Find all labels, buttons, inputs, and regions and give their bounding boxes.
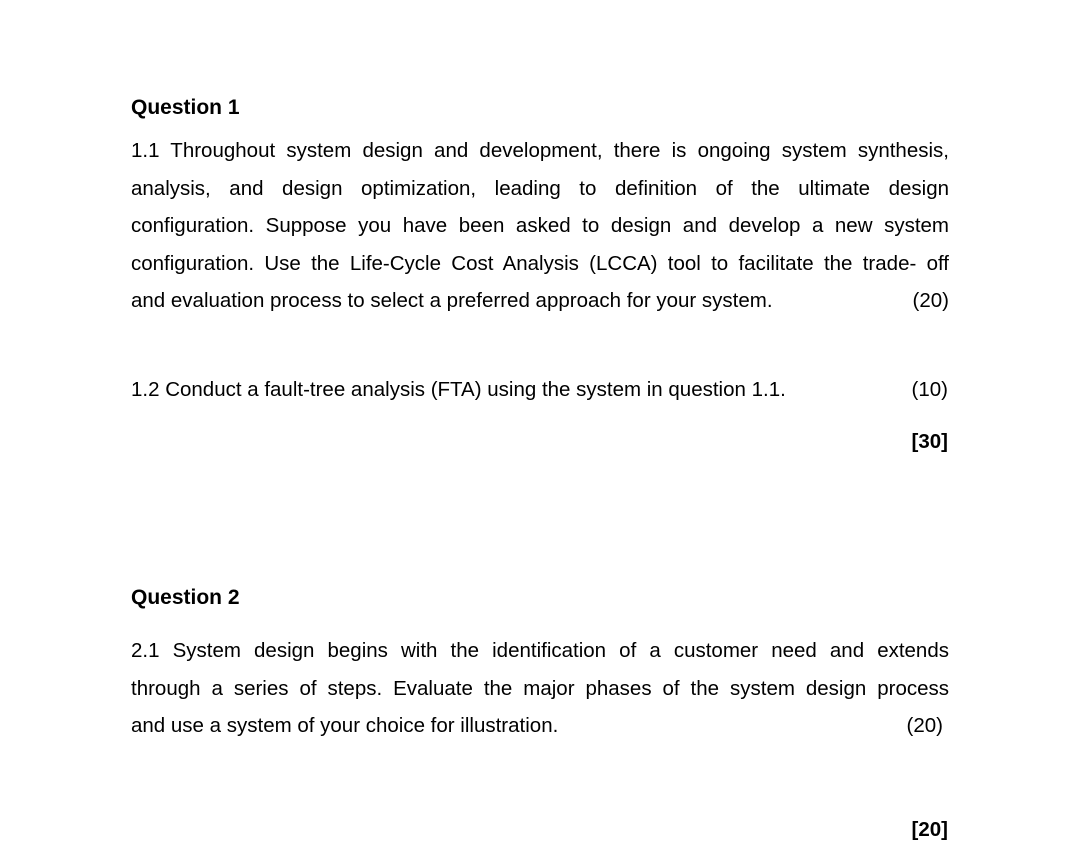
paragraph-line-text: and evaluation process to select a preferred approach for your system. [131,289,773,312]
paragraph-last-line [131,282,949,320]
question-1-2-paragraph [131,378,949,402]
paragraph-line: configuration. Suppose you have been asked to design and develop a new system [131,214,949,237]
paragraph-line: configuration. Use the Life-Cycle Cost Analysis (LCCA) tool to facilitate the trade- off [131,251,949,275]
question-2-1-paragraph [131,632,949,745]
paragraph-line: analysis, and design optimization, leading to definition of the ultimate design [131,176,949,200]
question-2-total-marks: [20] [911,818,948,841]
question-1-2-marks: (10) [911,378,948,401]
question-1-total-marks: [30] [911,430,948,453]
question-1-1-paragraph [131,132,949,320]
paragraph-line: 2.1 System design begins with the identification of a customer need and extends [131,639,949,662]
document-page [131,0,949,859]
paragraph-last-line [131,707,949,745]
question-1-1-marks: (20) [912,289,949,312]
paragraph-line: through a series of steps. Evaluate the major phases of the system design process [131,676,949,700]
paragraph-line: 1.1 Throughout system design and development, there is ongoing system synthesis, [131,139,949,162]
question-1-heading: Question 1 [131,96,240,119]
paragraph-line-text: and use a system of your choice for illustration. [131,714,559,737]
question-1-2-text: 1.2 Conduct a fault-tree analysis (FTA) using the system in question 1.1. [131,378,786,401]
question-2-1-marks: (20) [906,714,943,737]
question-2-heading: Question 2 [131,586,240,609]
